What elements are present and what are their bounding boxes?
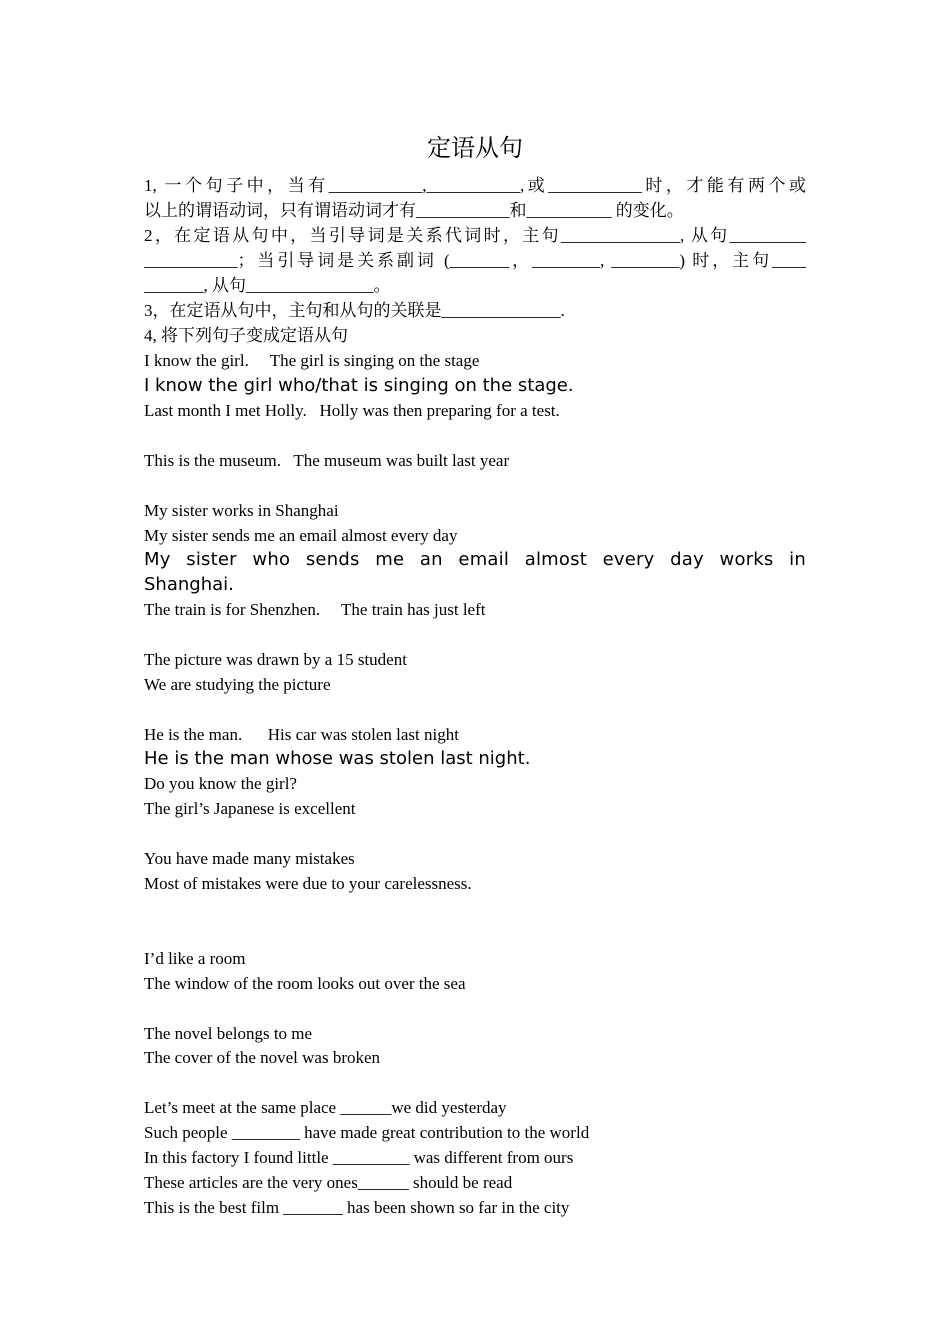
sentence-pair-6-b: We are studying the picture [144,675,331,694]
question-1-line-2: 以上的谓语动词，只有谓语动词才有___________和__________ 的变化。 [144,201,684,220]
question-2-line-3: _______, 从句_______________。 [144,276,391,295]
question-2-line-1: 2，在定语从句中，当引导词是关系代词时，主句______________, 从句_________ [144,226,806,245]
sentence-pair-8-a: Do you know the girl? [144,774,297,793]
question-1-line-1: 1, 一个句子中，当有___________,___________,或___________时，才能有两个或 [144,176,806,195]
sentence-pair-4-b: My sister sends me an email almost every day [144,526,458,545]
sentence-pair-3: This is the museum. The museum was built last year [144,451,510,470]
answer-1: I know the girl who/that is singing on the stage. [144,375,574,396]
fill-blank-2: Such people ________ have made great contribution to the world [144,1123,590,1142]
fill-blank-4: These articles are the very ones______ should be read [144,1173,513,1192]
sentence-pair-9-b: Most of mistakes were due to your carelessness. [144,874,472,893]
fill-blank-3: In this factory I found little _________ was different from ours [144,1148,574,1167]
sentence-pair-10-a: I’d like a room [144,949,246,968]
sentence-pair-5: The train is for Shenzhen. The train has just left [144,600,486,619]
answer-7: He is the man whose was stolen last night. [144,748,531,769]
sentence-pair-7: He is the man. His car was stolen last night [144,725,459,744]
sentence-pair-6-a: The picture was drawn by a 15 student [144,650,407,669]
fill-blank-5: This is the best film _______ has been shown so far in the city [144,1198,570,1217]
question-4: 4, 将下列句子变成定语从句 [144,326,348,345]
sentence-pair-11-b: The cover of the novel was broken [144,1048,381,1067]
sentence-pair-2: Last month I met Holly. Holly was then preparing for a test. [144,401,560,420]
page-title: 定语从句 [427,136,523,162]
sentence-pair-1: I know the girl. The girl is singing on the stage [144,351,480,370]
sentence-pair-9-a: You have made many mistakes [144,849,355,868]
fill-blank-1: Let’s meet at the same place ______we did yesterday [144,1098,507,1117]
sentence-pair-4-a: My sister works in Shanghai [144,501,339,520]
question-2-line-2: ___________；当引导词是关系副词 (_______，________, ________) 时，主句____ [144,251,806,270]
answer-4-line-2: Shanghai. [144,574,234,595]
answer-4-line-1: My sister who sends me an email almost every day works in [144,549,806,570]
sentence-pair-10-b: The window of the room looks out over the sea [144,974,466,993]
sentence-pair-11-a: The novel belongs to me [144,1024,313,1043]
question-3: 3，在定语从句中，主句和从句的关联是______________. [144,301,565,320]
sentence-pair-8-b: The girl’s Japanese is excellent [144,799,356,818]
